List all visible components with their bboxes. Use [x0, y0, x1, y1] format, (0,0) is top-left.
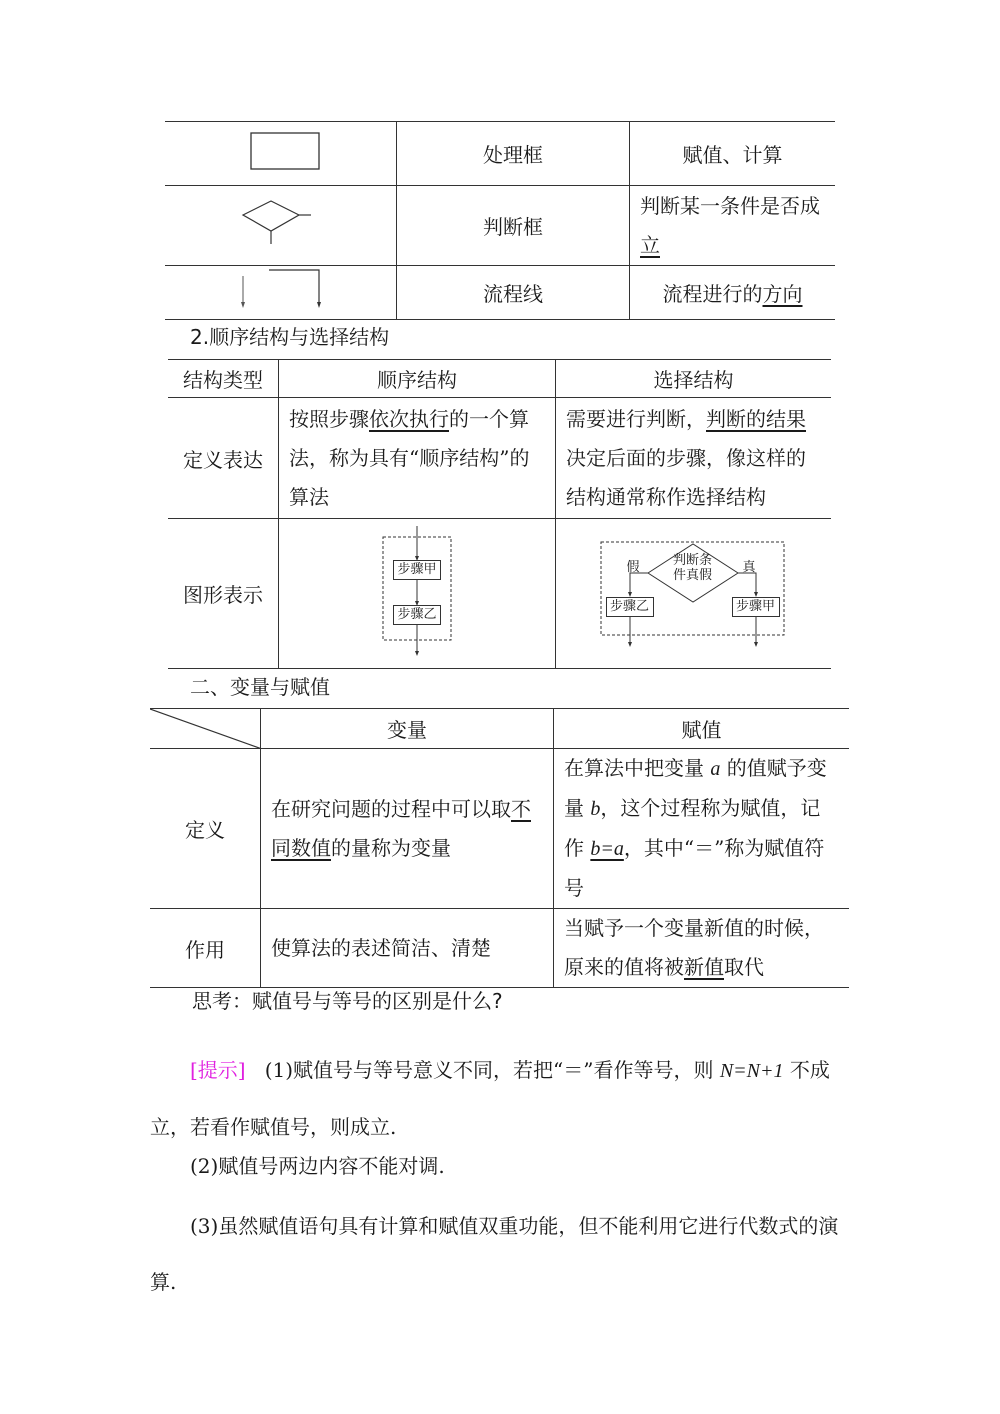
section-title: 二、变量与赋值: [190, 675, 330, 699]
step-box: 步骤乙: [606, 597, 654, 617]
header-cell: 赋值: [554, 709, 850, 749]
selection-flowchart: [589, 529, 799, 659]
symbol-cell: [165, 266, 397, 320]
header-cell: 结构类型: [168, 360, 279, 398]
symbol-function: 判断某一条件是否成 立: [630, 186, 836, 266]
symbol-name: 判断框: [397, 186, 630, 266]
variable-definition: 在研究问题的过程中可以取不同数值的量称为变量: [261, 749, 554, 909]
table-row: [168, 398, 831, 519]
header-cell: 顺序结构: [279, 360, 556, 398]
structure-table: [168, 359, 831, 669]
table-row: [150, 909, 849, 988]
rectangle-shape-icon: [241, 129, 321, 173]
table-row: [165, 266, 835, 320]
sequential-flowchart: [377, 524, 457, 664]
false-label: 假: [626, 559, 640, 575]
sequential-flow-lines-icon: [377, 524, 457, 664]
symbol-name: 处理框: [397, 122, 630, 186]
symbol-function: 赋值、计算: [630, 122, 836, 186]
selection-diagram: [556, 519, 832, 669]
sequential-definition: 按照步骤依次执行的一个算法，称为具有“顺序结构”的算法: [279, 398, 556, 519]
section-title: 2.顺序结构与选择结构: [190, 325, 390, 349]
table-row: [168, 519, 831, 669]
step-box: 步骤甲: [393, 560, 441, 580]
hint-paragraph-1: [提示] (1)赋值号与等号意义不同，若把“＝”看作等号，则 N=N+1 不成立，若看作赋值号，则成立.: [150, 1058, 830, 1139]
header-cell: 变量: [261, 709, 554, 749]
sequential-diagram: [279, 519, 556, 669]
symbol-cell: [165, 186, 397, 266]
row-label: 作用: [150, 909, 261, 988]
assignment-definition: 在算法中把变量 a 的值赋予变量 b，这个过程称为赋值，记作 b=a，其中“＝”称为赋值符号: [554, 749, 850, 909]
step-box: 步骤甲: [732, 597, 780, 617]
row-label: 定义表达: [168, 398, 279, 519]
condition-label: 判断条 件真假: [672, 552, 712, 583]
table-row: [165, 186, 835, 266]
diagonal-header-cell: [150, 709, 261, 749]
true-label: 真: [742, 559, 756, 575]
variable-role: 使算法的表述简洁、清楚: [261, 909, 554, 988]
table-row: [165, 122, 835, 186]
selection-definition: 需要进行判断，判断的结果决定后面的步骤，像这样的结构通常称作选择结构: [556, 398, 832, 519]
table-header-row: [168, 360, 831, 398]
hint-point-2: (2)赋值号两边内容不能对调.: [190, 1154, 445, 1178]
selection-flow-lines-icon: [589, 529, 799, 659]
flow-line-arrows-icon: [231, 268, 331, 312]
diagonal-line-icon: [150, 709, 262, 749]
row-label: 图形表示: [168, 519, 279, 669]
symbol-name: 流程线: [397, 266, 630, 320]
diamond-shape-icon: [231, 198, 331, 248]
assignment-role: 当赋予一个变量新值的时候，原来的值将被新值取代: [554, 909, 850, 988]
symbol-function: 流程进行的方向: [630, 266, 836, 320]
hint-point-3: (3)虽然赋值语句具有计算和赋值双重功能，但不能利用它进行代数式的演算.: [150, 1214, 839, 1294]
step-box: 步骤乙: [393, 605, 441, 625]
thinking-question: 思考：赋值号与等号的区别是什么?: [192, 989, 503, 1013]
variable-assignment-table: [150, 708, 849, 988]
header-cell: 选择结构: [556, 360, 832, 398]
row-label: 定义: [150, 749, 261, 909]
hint-label: [提示]: [190, 1058, 246, 1082]
table-row: [150, 749, 849, 909]
table-header-row: [150, 709, 849, 749]
symbol-cell: [165, 122, 397, 186]
flowchart-symbols-table: [165, 121, 835, 320]
